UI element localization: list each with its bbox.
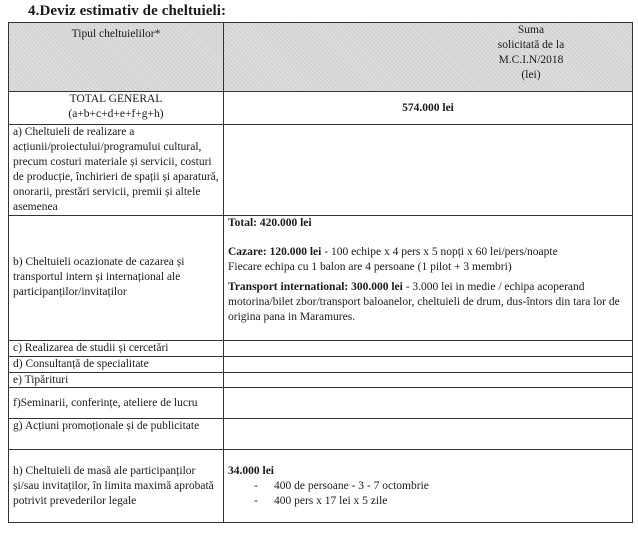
cazare-detail: - 100 echipe x 4 pers x 5 nopți x 60 lei/pers/noapte [321, 245, 558, 258]
header-expense-type: Tipul cheltuielilor* [9, 23, 224, 92]
transport-amount: Transport international: 300.000 lei [228, 281, 403, 294]
header-amount-line: solicitată de la [497, 38, 565, 51]
row-b-label: b) Cheltuieli ocazionate de cazarea și transportul intern și internațional ale participanților/invitaților [9, 215, 224, 340]
row-h-list [228, 479, 628, 509]
total-label-cell [9, 92, 224, 125]
header-amount-line: (lei) [521, 68, 541, 81]
row-b-cazare [228, 245, 628, 260]
row-f-label: f)Seminarii, conferințe, ateliere de lucru [9, 388, 224, 419]
row-e-label: e) Tipărituri [9, 372, 224, 388]
budget-table [8, 22, 633, 523]
total-label: TOTAL GENERAL [69, 93, 163, 105]
list-item: - 400 de persoane - 3 - 7 octombrie [254, 479, 628, 494]
header-amount-line: Suma [517, 24, 545, 36]
cazare-amount: Cazare: 120.000 lei [228, 245, 322, 258]
row-e-value [224, 372, 633, 388]
table-row-b [9, 215, 633, 340]
total-formula: (a+b+c+d+e+f+g+h) [68, 107, 164, 120]
table-row-f [9, 388, 633, 419]
table-row-h [9, 450, 633, 523]
transport-detail: - 3.000 lei in medie / echipa acoperand motorina/bilet zbor/transport baloanelor, cheltuieli de drum, dus-întors din tara lor de origina pana in Maramures. [228, 281, 620, 324]
row-b-cazare-note: Fiecare echipa cu 1 balon are 4 persoane (1 pilot + 3 membri) [228, 260, 512, 273]
row-b-total: Total: 420.000 lei [228, 216, 312, 229]
table-row-g [9, 419, 633, 450]
row-h-label: h) Cheltuieli de masă ale participanților și/sau invitaților, în limita maximă aprobată potrivit prevederilor legale [9, 450, 224, 523]
section-heading: 4.Deviz estimativ de cheltuieli: [28, 3, 227, 19]
row-d-value [224, 356, 633, 372]
table-row-c [9, 340, 633, 356]
table-row-e [9, 372, 633, 388]
row-c-value [224, 340, 633, 356]
header-amount [224, 23, 633, 92]
row-d-label: d) Consultanță de specialitate [9, 356, 224, 372]
table-row-d [9, 356, 633, 372]
total-value: 574.000 lei [224, 92, 633, 125]
row-f-value [224, 388, 633, 419]
table-row-total [9, 92, 633, 125]
table-row-a [9, 125, 633, 216]
row-a-value [224, 125, 633, 216]
row-a-label: a) Cheltuieli de realizare a acțiunii/proiectului/programului cultural, precum costuri materiale și servicii, costuri de producție, închirieri de spații și aparatură, onorarii, prestări servicii, premii și altele asemenea [9, 125, 224, 216]
row-g-label: g) Acțiuni promoționale și de publicitate [9, 419, 224, 450]
row-h-value [224, 450, 633, 523]
header-amount-line: M.C.I.N/2018 [498, 53, 564, 66]
table-header-row [9, 23, 633, 92]
row-b-transport [228, 280, 628, 325]
row-c-label: c) Realizarea de studii și cercetări [9, 340, 224, 356]
row-h-total: 34.000 lei [228, 465, 274, 478]
list-item: - 400 pers x 17 lei x 5 zile [254, 494, 628, 509]
row-b-value [224, 215, 633, 340]
row-g-value [224, 419, 633, 450]
